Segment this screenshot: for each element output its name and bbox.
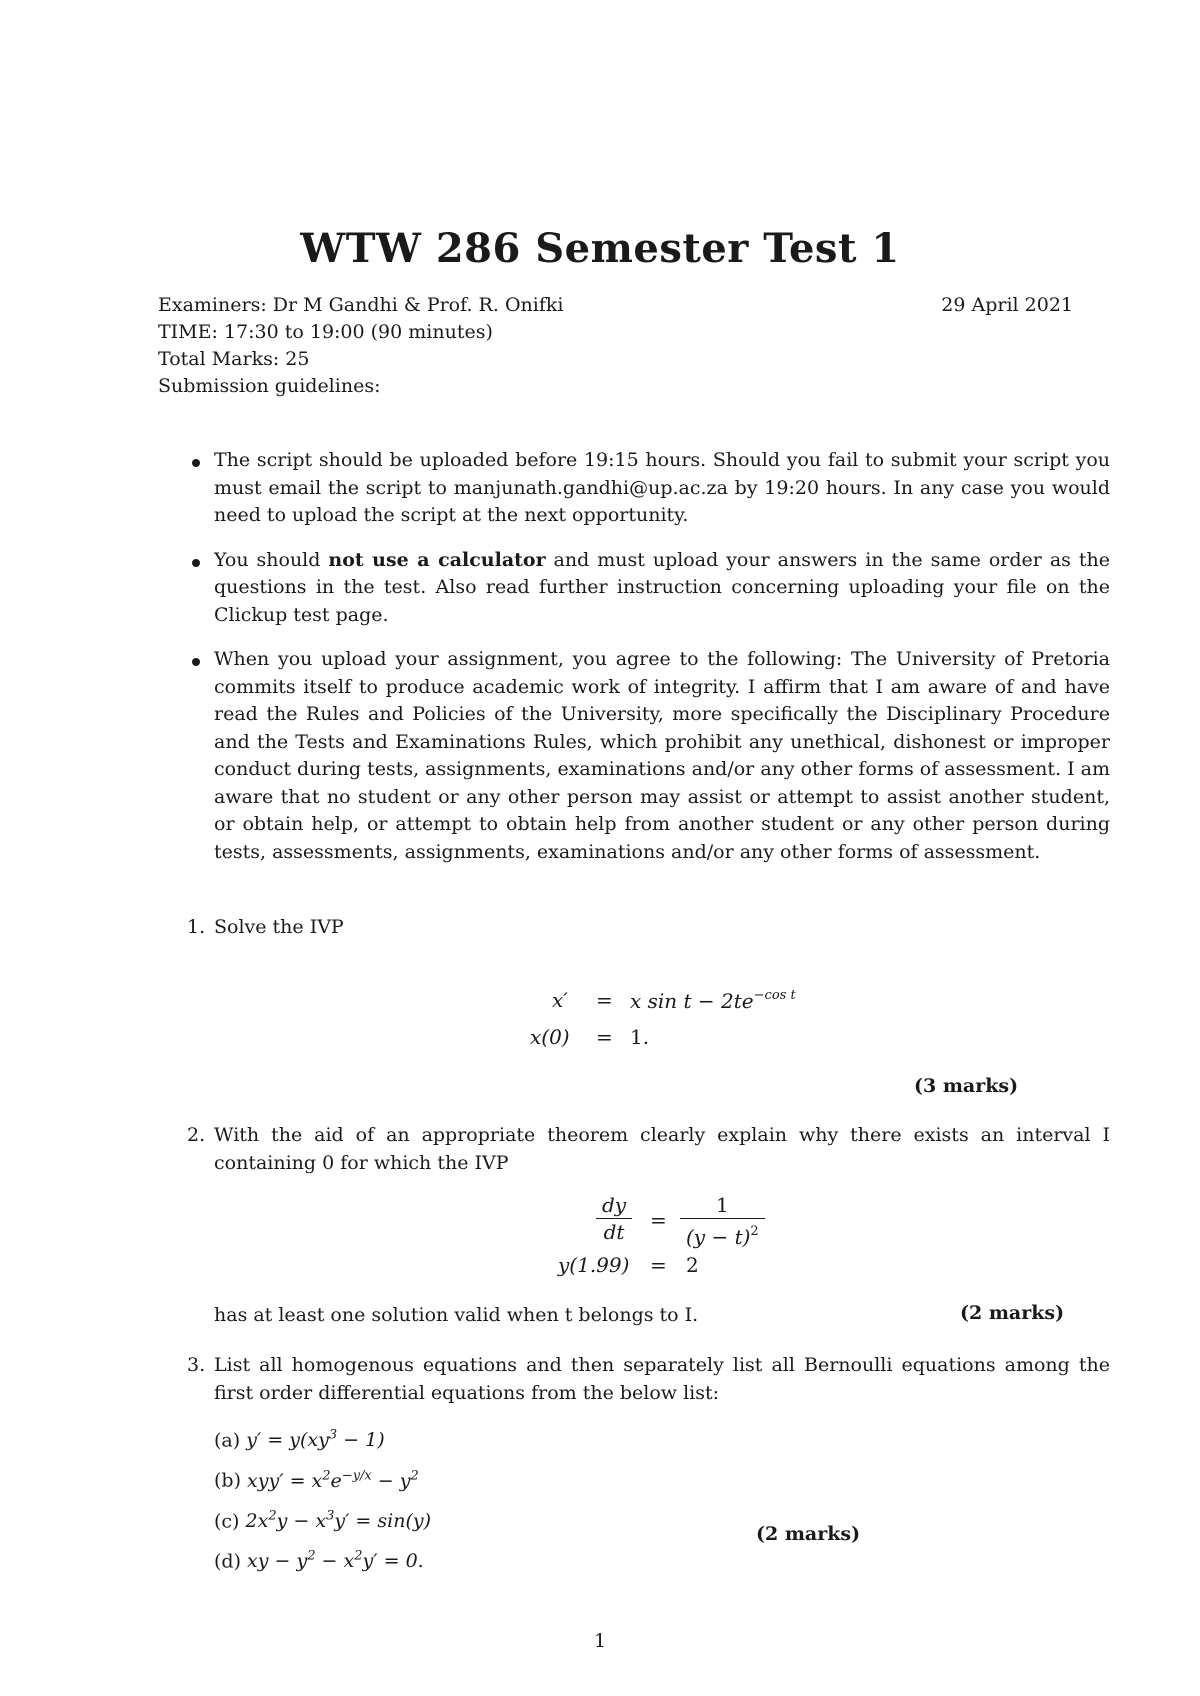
item-label: (d): [214, 1550, 241, 1573]
examiners: Examiners: Dr M Gandhi & Prof. R. Onifki: [158, 294, 564, 316]
guideline-text: [214, 547, 1110, 630]
frac-denominator: dt: [603, 1220, 625, 1244]
guideline-text-post: and must upload your answers in the same order as the questions in the test. Also read further instruction concerning uploading your file on the Clickup test page.: [214, 548, 1110, 626]
q1-eq2-sign: =: [596, 1025, 613, 1049]
total-marks: Total Marks: 25: [158, 348, 310, 370]
guideline-item: [158, 646, 1110, 866]
question-2: [158, 1122, 1110, 1177]
q3-marks: (2 marks): [756, 1523, 861, 1545]
calculator-warning: not use a calculator: [328, 548, 546, 571]
eq-part: y′ = y(xy: [246, 1429, 329, 1452]
bullet-icon: [192, 559, 200, 567]
q1-marks: (3 marks): [914, 1075, 1019, 1097]
question-text: List all homogenous equations and then separately list all Bernoulli equations among the first order differential equations from the below list:: [214, 1354, 1110, 1404]
guideline-item: [158, 547, 1110, 630]
equation-item: [214, 1539, 431, 1579]
frac-denominator: [680, 1219, 765, 1250]
item-equation: [247, 1550, 424, 1572]
eq-part: xyy′ = x: [247, 1469, 323, 1492]
q1-eq1-rhs-exp: −cos t: [753, 988, 796, 1003]
eq-exp: 2: [268, 1508, 277, 1524]
eq-part: − 1): [337, 1429, 385, 1452]
item-equation: [246, 1429, 384, 1451]
exam-meta: [158, 292, 1073, 400]
guideline-text: The script should be uploaded before 19:15 hours. Should you fail to submit your script you must email the script to manjunath.gandhi@up.ac.za by 19:20 hours. In any case you would need to upload the script at the next opportunity.: [214, 449, 1110, 526]
frac-denominator-base: (y − t): [686, 1225, 751, 1249]
q1-eq1-rhs-base: x sin t − 2te: [630, 989, 754, 1013]
eq-part: − x: [315, 1550, 355, 1573]
eq-exp: 3: [326, 1508, 335, 1524]
bullet-icon: [192, 459, 200, 467]
eq-exp: 2: [307, 1548, 316, 1564]
eq-exp: 3: [328, 1428, 338, 1443]
q1-eq2-lhs: x(0): [530, 1025, 570, 1049]
question-number: 1.: [187, 916, 206, 938]
frac-numerator: dy: [596, 1192, 632, 1219]
question-number: 2.: [187, 1124, 206, 1146]
exam-time: TIME: 17:30 to 19:00 (90 minutes): [158, 321, 493, 343]
q2-eq2-lhs: y(1.99): [558, 1253, 630, 1277]
submission-heading: Submission guidelines:: [158, 375, 381, 397]
page-number: 1: [593, 1630, 607, 1652]
bullet-icon: [192, 658, 200, 666]
guideline-text-pre: You should: [214, 548, 329, 571]
question-text: has at least one solution valid when t belongs to I.: [214, 1304, 699, 1326]
q2-eq2-rhs: 2: [686, 1253, 699, 1277]
question-text: Solve the IVP: [214, 916, 344, 938]
eq-part: y′ = 0.: [362, 1550, 424, 1573]
equation-item: [214, 1458, 431, 1498]
eq-part: xy − y: [247, 1550, 308, 1573]
equation-list: [214, 1418, 431, 1579]
page-title: WTW 286 Semester Test 1: [300, 225, 900, 272]
eq-exp: −y/x: [341, 1468, 372, 1484]
eq-exp: 2: [322, 1468, 331, 1484]
eq-part: y′ = sin(y): [334, 1509, 432, 1532]
eq-part: e: [330, 1469, 342, 1492]
eq-exp: 2: [354, 1548, 363, 1564]
q2-lhs-frac: [596, 1192, 632, 1245]
frac-denominator-exp: 2: [750, 1224, 759, 1239]
guideline-item: [158, 447, 1110, 530]
equation-item: [214, 1418, 431, 1458]
guidelines-list: [158, 447, 1110, 883]
eq-part: y − x: [276, 1509, 327, 1532]
q2-marks: (2 marks): [960, 1302, 1065, 1324]
item-label: (a): [214, 1429, 241, 1452]
item-label: (b): [214, 1469, 241, 1492]
equation-item: [214, 1499, 431, 1539]
q2-eq2-sign: =: [650, 1253, 667, 1277]
q1-eq2-rhs: 1.: [630, 1025, 650, 1049]
q2-rhs-frac: [680, 1192, 765, 1250]
exam-date: 29 April 2021: [941, 294, 1073, 316]
frac-numerator: 1: [680, 1192, 765, 1219]
q1-eq1-rhs: [630, 988, 796, 1013]
q1-eq1-sign: =: [596, 988, 613, 1012]
q1-eq1-lhs: x′: [552, 988, 568, 1012]
guideline-text: When you upload your assignment, you agree to the following: The University of Pretoria commits itself to produce academic work of integrity. I affirm that I am aware of and have read the Rules and Policies of the University, more specifically the Disciplinary Procedure and the Tests and Examinations Rules, which prohibit any unethical, dishonest or improper conduct during tests, assignments, examinations and/or any other forms of assessment. I am aware that no student or any other person may assist or attempt to assist another student, or obtain help, or attempt to obtain help from another student or any other person during tests, assessments, assignments, examinations and/or any other forms of assessment.: [214, 648, 1110, 863]
question-number: 3.: [187, 1354, 206, 1376]
eq-exp: 2: [410, 1468, 419, 1484]
q2-eq1-sign: =: [650, 1208, 667, 1232]
question-text: With the aid of an appropriate theorem clearly explain why there exists an interval I containing 0 for which the IVP: [214, 1124, 1110, 1174]
item-equation: [247, 1470, 419, 1492]
eq-part: 2x: [245, 1509, 269, 1532]
item-equation: [246, 1510, 432, 1532]
item-label: (c): [214, 1509, 240, 1532]
question-1: [158, 914, 1110, 942]
eq-part: − y: [371, 1469, 411, 1492]
question-3: [158, 1352, 1110, 1407]
